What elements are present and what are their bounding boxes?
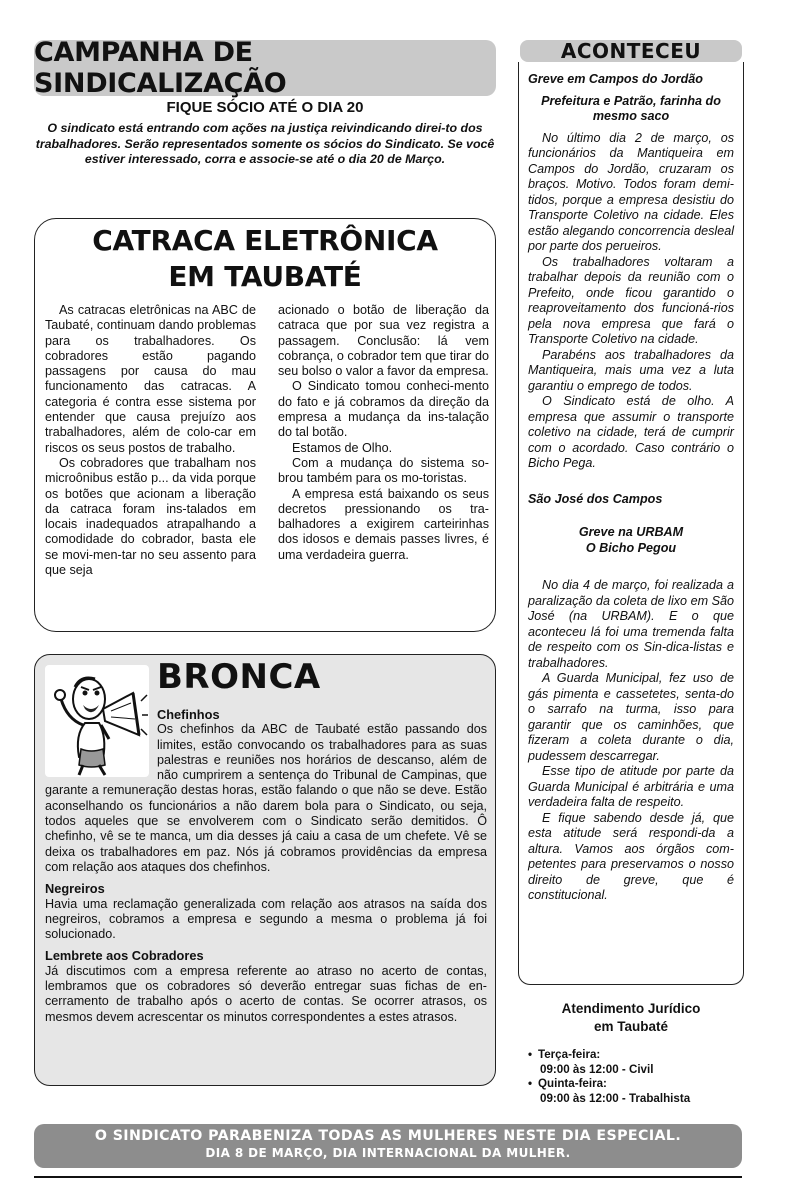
aconteceu-subheading (528, 525, 734, 556)
aconteceu-paragraph: E fique sabendo desde já, que esta atitude será respondi-da a altura. Vamos aos órgãos com-petentes para preservamos o nosso direito de greve, que é constitucional. (528, 810, 734, 902)
campaign-banner (34, 37, 496, 99)
bronca-article (34, 654, 496, 1086)
bottom-divider (34, 1176, 742, 1178)
aconteceu-paragraph: O Sindicato está de olho. A empresa que assumir o transporte coletivo na cidade, terá de cumprir com o acordado. Caso contrário o Bicho Pega. (528, 394, 734, 470)
schedule-item (528, 1077, 738, 1106)
campaign-subtitle: FIQUE SÓCIO ATÉ O DIA 20 (166, 99, 364, 116)
catraca-paragraph: Com a mudança do sistema so-brou também para os mo-toristas. (278, 455, 489, 486)
aconteceu-paragraph: Esse tipo de atitude por parte da Guarda Municipal é arbitrária e uma verdadeira falta de respeito. (528, 764, 734, 809)
catraca-paragraph: acionado o botão de liberação da catraca que por sua vez registra a passagem. Conclusão: lá vem cobrança, o cobrador tem que tirar do seu bolso o valor a favor da empresa. (278, 303, 489, 379)
bronca-heading: Chefinhos (157, 707, 220, 722)
schedule-time: 09:00 às 12:00 - Civil (540, 1062, 654, 1076)
atendimento-schedule (528, 1048, 738, 1106)
catraca-paragraph: A empresa está baixando os seus decretos pressionando os tra-balhadores a exigirem carteirinhas dos idosos e demais passes livres, é uma verdadeira guerra. (278, 486, 489, 562)
bronca-title: BRONCA (157, 657, 321, 697)
campaign-body: O sindicato está entrando com ações na justiça reivindicando direi-to dos trabalhadores. Serão representados somente os sócios do Sindicato. Se você estiver interessado, corra e associe-se até o dia 20 de Março. (35, 121, 495, 166)
atendimento-title-line2: em Taubaté (593, 1019, 669, 1034)
catraca-article (34, 218, 496, 632)
bronca-heading: Lembrete aos Cobradores (45, 948, 204, 964)
bullet-icon: • (528, 1048, 533, 1061)
bronca-heading: Negreiros (45, 881, 105, 897)
aconteceu-content (528, 72, 734, 904)
atendimento-title (520, 1000, 742, 1036)
aconteceu-subheading-line1: Greve na URBAM (578, 525, 684, 539)
footer-banner (34, 1124, 742, 1168)
aconteceu-column (518, 62, 744, 985)
aconteceu-paragraph: No último dia 2 de março, os funcionários da Mantiqueira em Campos do Jordão, cruzaram os braços. Motivo. Todos foram demi-tidos, porque a empresa desistiu do Transporte Coletivo na cidade. Eles estão alegando concorrencia desleal por parte dos perueiros. (528, 130, 734, 253)
aconteceu-subheading-line2: O Bicho Pegou (585, 540, 677, 555)
aconteceu-title: ACONTECEU (560, 39, 702, 63)
aconteceu-paragraph: No dia 4 de março, foi realizada a paralização da coleta de lixo em São José (na URBAM). E o que aconteceu lá foi uma tremenda falta de respeito com os Sin-dica-listas e trabalhadores. (528, 578, 734, 670)
catraca-left-column (45, 303, 256, 578)
bronca-text (45, 707, 487, 1031)
aconteceu-banner (520, 40, 742, 62)
footer-line2: DIA 8 DE MARÇO, DIA INTERNACIONAL DA MULHER. (205, 1146, 571, 1160)
catraca-paragraph: Estamos de Olho. (292, 440, 393, 455)
schedule-day: Quinta-feira: (538, 1077, 607, 1090)
footer-line1: O SINDICATO PARABENIZA TODAS AS MULHERES NESTE DIA ESPECIAL. (94, 1128, 682, 1144)
schedule-time: 09:00 às 12:00 - Trabalhista (540, 1091, 691, 1105)
aconteceu-paragraph: A Guarda Municipal, fez uso de gás pimenta e cassetetes, senta-do o sarrafo na turma, isso para garantir que os caminhões, que fizeram a coleta durante o dia, pudessem descarregar. (528, 671, 734, 763)
aconteceu-heading: São José dos Campos (528, 491, 663, 506)
catraca-title (35, 223, 495, 295)
schedule-day: Terça-feira: (538, 1048, 601, 1061)
catraca-paragraph: Os cobradores que trabalham nos microônibus estão p... da vida porque os botões que acionam a liberação da catraca foram ins-talados em locais inadequados atrapalhando a comodidade do cobrador, basta ele se movi-men-tar no seu assento para que seja (45, 455, 256, 578)
aconteceu-paragraph: Os trabalhadores voltaram a trabalhar depois da reunião com o Prefeito, onde ficou garantido o reaproveitamento dos funcioná-rios pela nova empresa que fará o Transporte Coletivo na cidade. (528, 254, 734, 346)
catraca-title-line1: CATRACA ELETRÔNICA (92, 224, 438, 257)
atendimento-title-line1: Atendimento Jurídico (561, 1001, 701, 1016)
catraca-columns (45, 303, 489, 578)
campaign-title: CAMPANHA DE SINDICALIZAÇÃO (34, 37, 287, 99)
bronca-paragraph: Já discutimos com a empresa referente ao atraso no acerto de contas, lembramos que os cobradores só deverão entregar suas fichas de en-cerramento de trabalho após o acerto de contas. Se ocorrer atrasos, os mesmos devem acrescentar os minutos correspondentes a estes atrasos. (45, 963, 487, 1024)
aconteceu-heading: Greve em Campos do Jordão (528, 72, 703, 86)
catraca-right-column (278, 303, 489, 578)
aconteceu-paragraph: Parabéns aos trabalhadores da Mantiqueira, mais uma vez a luta garantiu o emprego de todos. (528, 347, 734, 393)
aconteceu-subheading: Prefeitura e Patrão, farinha do mesmo saco (541, 93, 721, 123)
catraca-paragraph: O Sindicato tomou conheci-mento do fato e já cobramos da direção da empresa a mudança da ins-talação do tal botão. (278, 379, 489, 440)
catraca-title-line2: EM TAUBATÉ (168, 260, 362, 293)
bronca-paragraph: Os chefinhos da ABC de Taubaté estão passando dos limites, estão convocando os trabalhadores para as suas palestras e reuniões nos horários de descanso, além de não cumprirem a sentença do Tribunal de Campinas, que garante a remuneração destas horas, estão falando o que não se deve. Estão aconselhando os funcionários a não darem bola para o Sindicato, ou seja, todos aqueles que se envolverem com o Sindicato serão demitidos. Ô chefinho, vê se te manca, um dia desses já caiu a casa de um chefete. Vê se deixa os trabalhadores em paz. Nós já cobramos providências da empresa com relação aos ataques dos chefinhos. (45, 722, 487, 874)
schedule-item (528, 1048, 738, 1077)
bronca-paragraph: Havia uma reclamação generalizada com relação aos atrasos na saída dos negreiros, cobramos a empresa e segundo a mesma o problema já foi solucionado. (45, 896, 487, 942)
bullet-icon: • (528, 1077, 533, 1090)
catraca-paragraph: As catracas eletrônicas na ABC de Taubaté, continuam dando problemas para os trabalhadores. Os cobradores estão pagando passagens por causa do mau funcionamento das catracas. A categoria é contra esse sistema por entender que causa prejuízo aos trabalhadores, além de colo-car em riscos os seus postos de trabalho. (45, 303, 256, 455)
